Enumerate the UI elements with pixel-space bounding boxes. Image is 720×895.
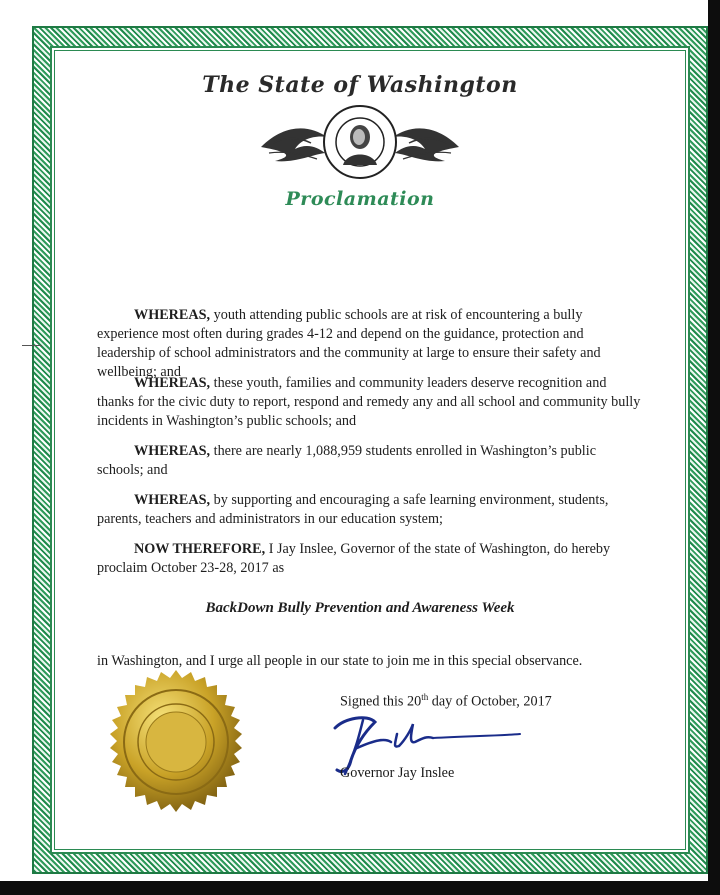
paragraph-5 xyxy=(97,540,642,578)
scan-edge-bottom xyxy=(0,881,720,895)
paragraph-text: I Jay Inslee, Governor of the state of Washington, do hereby proclaim October 23-28, 2017 as xyxy=(97,541,611,576)
paragraph-2 xyxy=(97,374,642,431)
gold-seal-icon xyxy=(102,668,250,816)
gold-seal-emblem xyxy=(102,668,250,816)
paragraph-text: youth attending public schools are at risk of encountering a bully experience most often during grades 4-12 and depend on the guidance, protection and leadership of school administrators and the community at large to ensure their safety and wellbeing; and xyxy=(97,307,601,380)
paragraph-lead: WHEREAS, xyxy=(134,492,211,508)
signing-prefix: Signed this 20 xyxy=(340,693,422,710)
signing-rest: day of October, 2017 xyxy=(428,693,552,710)
paragraph-text: these youth, families and community leaders deserve recognition and thanks for the civic duty to report, respond and remedy any and all school and community bully incidents in Washington’s public schools; and xyxy=(97,375,641,429)
scan-edge-right xyxy=(708,0,720,895)
paragraph-lead: NOW THEREFORE, xyxy=(134,541,266,557)
state-seal-icon xyxy=(255,103,465,181)
signing-ordinal: th xyxy=(421,692,429,702)
state-title: The State of Washington xyxy=(202,72,518,98)
paragraph-lead: WHEREAS, xyxy=(134,443,211,459)
state-seal-emblem xyxy=(255,103,465,181)
paragraph-1 xyxy=(97,306,642,382)
observance-title: BackDown Bully Prevention and Awareness Week xyxy=(205,600,515,616)
urge-statement: in Washington, and I urge all people in our state to join me in this special observance. xyxy=(97,653,583,669)
paragraph-4 xyxy=(97,491,642,529)
paragraph-3 xyxy=(97,442,642,480)
paragraph-text: there are nearly 1,088,959 students enrolled in Washington’s public schools; and xyxy=(97,443,596,478)
paragraph-lead: WHEREAS, xyxy=(134,375,211,391)
paragraph-text: by supporting and encouraging a safe learning environment, students, parents, teachers and administrators in our education system; xyxy=(97,492,609,527)
governor-name: Governor Jay Inslee xyxy=(340,765,455,781)
document-heading: Proclamation xyxy=(285,188,435,210)
margin-mark xyxy=(22,345,42,346)
paragraph-lead: WHEREAS, xyxy=(134,307,211,323)
